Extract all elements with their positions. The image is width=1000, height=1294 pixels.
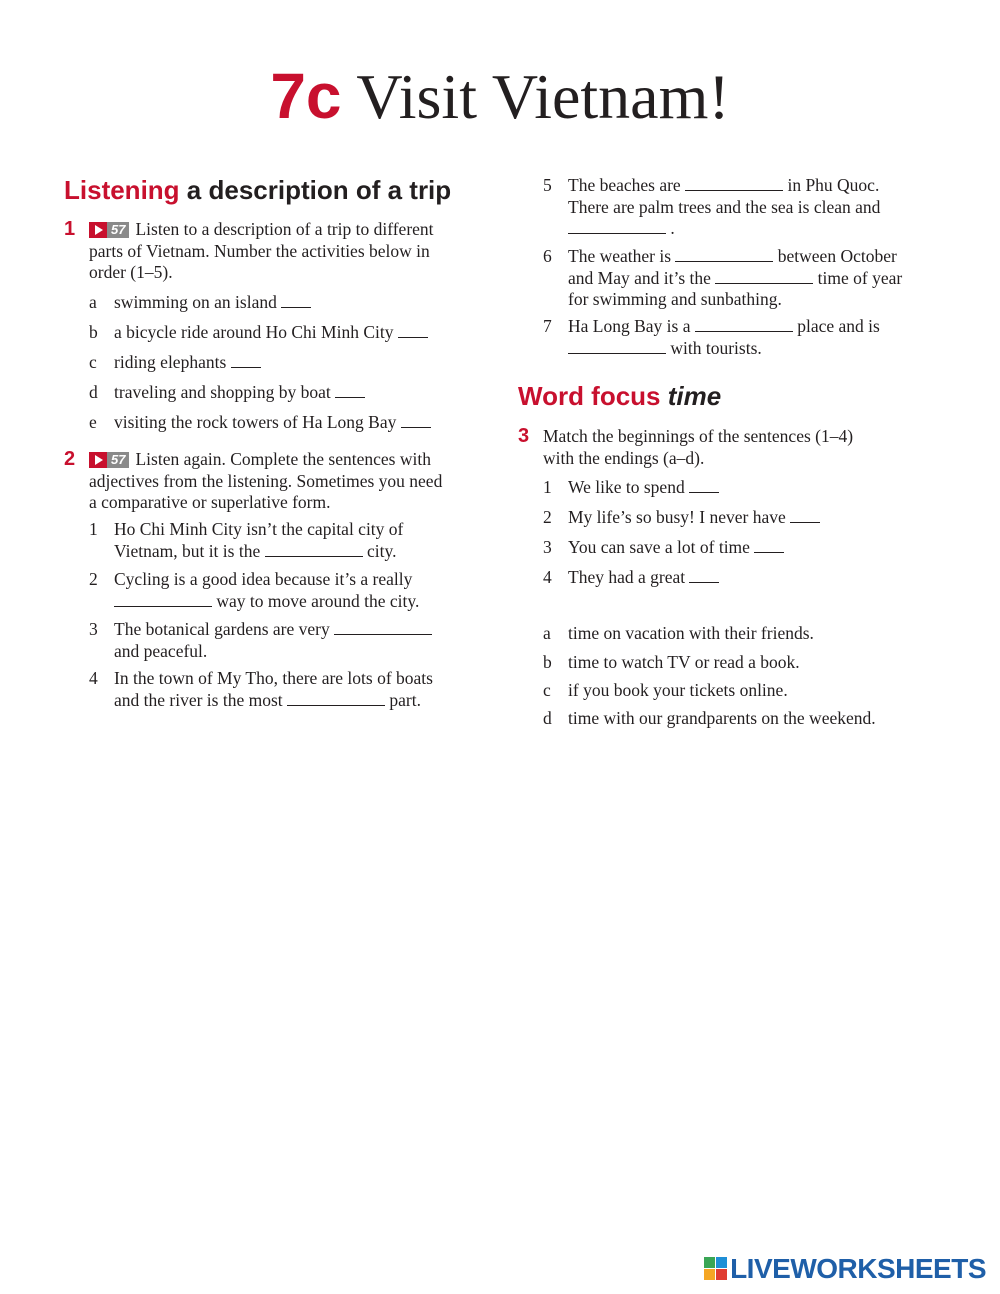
list-item: 2 Cycling is a good idea because it’s a really way to move around the city. xyxy=(89,569,420,611)
exercise-3-number: 3 xyxy=(518,425,530,447)
list-item: 2 My life’s so busy! I never have xyxy=(543,507,963,529)
page-title xyxy=(0,58,1000,135)
list-item: 3 The botanical gardens are very and peaceful. xyxy=(89,619,499,663)
audio-track-badge[interactable]: 57 xyxy=(89,222,129,238)
answer-blank[interactable] xyxy=(568,339,666,354)
play-icon[interactable] xyxy=(89,222,107,238)
exercise-2-number: 2 xyxy=(64,448,76,470)
list-item: 1 We like to spend xyxy=(543,477,963,499)
listening-heading: Listening a description of a trip xyxy=(64,175,452,205)
answer-blank[interactable] xyxy=(754,538,784,553)
answer-blank[interactable] xyxy=(398,323,428,338)
list-item: c riding elephants xyxy=(89,352,509,374)
liveworksheets-logo: LIVEWORKSHEETS xyxy=(704,1254,986,1284)
list-item: d traveling and shopping by boat xyxy=(89,382,509,404)
list-item: 1 Ho Chi Minh City isn’t the capital city of Vietnam, but it is the city. xyxy=(89,519,404,561)
answer-blank[interactable] xyxy=(114,592,212,607)
list-item: 7 Ha Long Bay is a place and is with tourists. xyxy=(543,316,880,358)
list-item: 5 The beaches are in Phu Quoc. There are palm trees and the sea is clean and . xyxy=(543,175,881,238)
list-item: c if you book your tickets online. xyxy=(543,680,788,700)
answer-blank[interactable] xyxy=(401,413,431,428)
list-item: b time to watch TV or read a book. xyxy=(543,652,800,672)
list-item: 4 They had a great xyxy=(543,567,963,589)
list-item: 6 The weather is between October and May and it’s the time of year for swimming and sunbathing. xyxy=(543,246,903,309)
answer-blank[interactable] xyxy=(231,353,261,368)
answer-blank[interactable] xyxy=(689,568,719,583)
word-focus-heading: Word focus time xyxy=(518,381,722,411)
list-item: 4 In the town of My Tho, there are lots of boats and the river is the most part. xyxy=(89,668,433,710)
audio-track-badge[interactable]: 57 xyxy=(89,452,129,468)
exercise-1-instruction: 57 Listen to a description of a trip to different parts of Vietnam. Number the activities below in order (1–5). xyxy=(89,219,434,282)
answer-blank[interactable] xyxy=(790,508,820,523)
list-item: e visiting the rock towers of Ha Long Bay xyxy=(89,412,509,434)
exercise-2-instruction: 57 Listen again. Complete the sentences with adjectives from the listening. Sometimes you need a comparative or superlative form. xyxy=(89,449,443,512)
answer-blank[interactable] xyxy=(568,219,666,234)
lesson-title: Visit Vietnam! xyxy=(356,61,730,132)
answer-blank[interactable] xyxy=(675,247,773,262)
list-item: d time with our grandparents on the weekend. xyxy=(543,708,876,728)
exercise-3-instruction: Match the beginnings of the sentences (1–4) with the endings (a–d). xyxy=(543,426,854,468)
list-item: 3 You can save a lot of time xyxy=(543,537,963,559)
lesson-number: 7c xyxy=(270,60,342,132)
exercise-1-number: 1 xyxy=(64,218,76,240)
play-icon[interactable] xyxy=(89,452,107,468)
answer-blank[interactable] xyxy=(265,542,363,557)
answer-blank[interactable] xyxy=(335,383,365,398)
answer-blank[interactable] xyxy=(695,317,793,332)
answer-blank[interactable] xyxy=(281,293,311,308)
list-item: b a bicycle ride around Ho Chi Minh City xyxy=(89,322,509,344)
answer-blank[interactable] xyxy=(715,269,813,284)
list-item: a time on vacation with their friends. xyxy=(543,623,814,643)
answer-blank[interactable] xyxy=(689,478,719,493)
answer-blank[interactable] xyxy=(287,691,385,706)
liveworksheets-logo-icon xyxy=(704,1257,728,1281)
answer-blank[interactable] xyxy=(334,620,432,635)
answer-blank[interactable] xyxy=(685,176,783,191)
list-item: a swimming on an island xyxy=(89,292,509,314)
